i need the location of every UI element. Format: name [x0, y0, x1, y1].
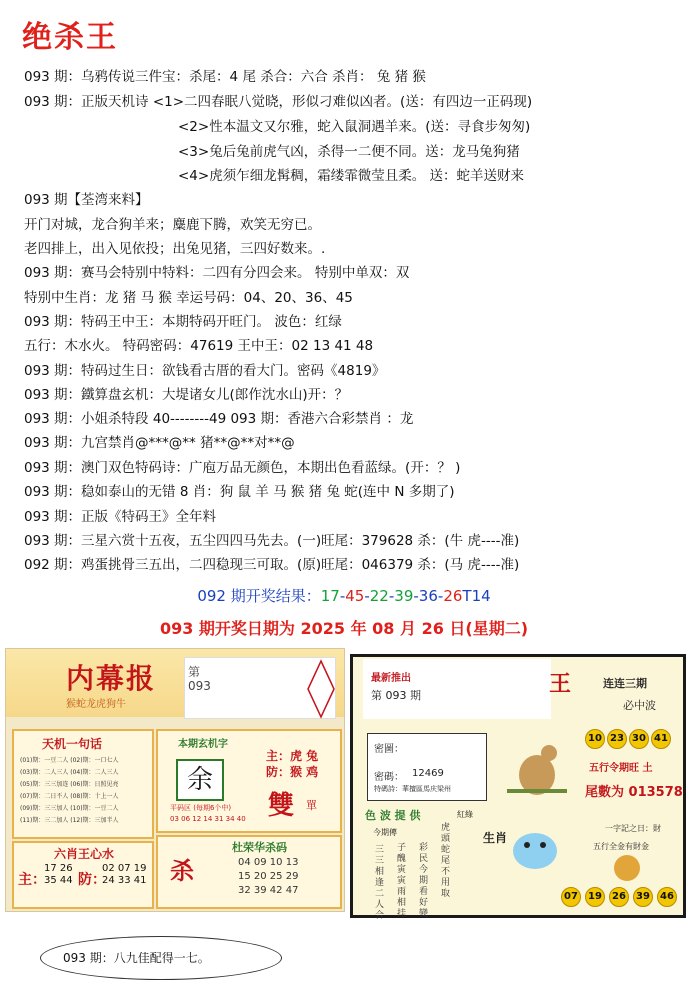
- tianji-row: (03)期：二人三人 (04)期：二人三人: [20, 769, 119, 776]
- issue-number: 093: [188, 679, 211, 693]
- poem-column: 彩民今期看好變: [419, 843, 429, 919]
- tianji-row: (07)期：二日不人 (08)期：十上一人: [20, 793, 119, 800]
- liuxiao-title: 六肖王心水: [54, 847, 115, 861]
- shuang-char: 雙: [268, 791, 295, 821]
- top-ball: 10: [585, 729, 605, 749]
- tianji-row: (05)期：三三加连 (06)期：日照见亮: [20, 781, 119, 788]
- line-3: <2>性本温文又尔雅，蛇入鼠洞遇羊来。(送：寻食步匆匆): [178, 119, 531, 135]
- draw-tail: T14: [462, 587, 491, 605]
- lianzhong-label: 连连三期: [603, 677, 647, 690]
- sha-ma-row: 32 39 42 47: [238, 885, 299, 896]
- sha-char: 杀: [170, 857, 194, 885]
- panel-title: 内幕报: [66, 662, 157, 695]
- page-title: 绝杀王: [22, 20, 118, 55]
- line-9: 093 期：赛马会特别中特料：二四有分四会来。 特别中单双：双: [24, 265, 410, 281]
- line-21: 092 期：鸡蛋挑骨三五出，二四稳现三可取。(原)旺尾：046379 杀：(马 虎----准): [24, 557, 520, 573]
- draw-result-label: 092 期开奖结果：: [197, 587, 321, 605]
- tianji-row: (11)期：三二加人 (12)期：三加半人: [20, 817, 119, 824]
- bottom-ball: 26: [609, 887, 629, 907]
- fang-numbers: 02 07 19 24 33 41: [102, 863, 147, 886]
- sha-ma-row: 04 09 10 13: [238, 857, 299, 868]
- line-20: 093 期：三星六赏十五夜，五尘四四马先去。(一)旺尾：379628 杀：(牛 虎----准): [24, 533, 520, 549]
- line-10: 特别中生肖：龙 猪 马 猴 幸运号码：04、20、36、45: [24, 290, 353, 306]
- wang-char: 王: [549, 672, 572, 697]
- tianji-title: 天机一句话: [42, 737, 103, 751]
- xuanji-box: [156, 729, 342, 833]
- wuxingquan-label: 五行全金有財金: [593, 842, 649, 851]
- latest-label: 最新推出: [371, 673, 411, 684]
- xuanji-char: 余: [176, 759, 224, 801]
- line-14: 093 期：鐵算盘玄机：大堤诸女儿(郎作沈水山)开：？: [24, 387, 349, 403]
- line-4: <3>兔后兔前虎气凶，杀得一二便不同。送：龙马兔狗猪: [178, 144, 520, 160]
- mima-value: 12469: [412, 768, 444, 779]
- line-1: 093 期：乌鸦传说三件宝：杀尾：4 尾 杀合：六合 杀肖： 兔 猪 猴: [24, 69, 426, 85]
- line-11: 093 期：特码王中王：本期特码开旺门。 波色：红绿: [24, 314, 342, 330]
- shengxiao-label: 生肖: [483, 831, 508, 845]
- fang-label: 防：: [78, 872, 106, 888]
- line-19: 093 期：正版《特码王》全年料: [24, 509, 217, 525]
- draw-result: 092 期开奖结果：17-45-22-39-36-26T14: [197, 587, 491, 605]
- sha-ma-title: 杜荣华杀码: [232, 841, 287, 854]
- bottom-ball: 07: [561, 887, 581, 907]
- poem-column: 三三相逢二人合: [375, 845, 385, 921]
- bottom-ball: 39: [633, 887, 653, 907]
- sebo-tag: 紅綠: [457, 810, 473, 819]
- kangaroo-icon: [497, 737, 577, 807]
- bottom-ball: 19: [585, 887, 605, 907]
- line-13: 093 期：特码过生日：欲钱看古厝的看大门。密码《4819》: [24, 363, 386, 379]
- draw-number: 36: [418, 587, 438, 605]
- weishu-label: 尾數为 013578: [585, 785, 683, 800]
- line-17: 093 期：澳门双色特码诗：广庖万品无颜色，本期出色看蓝绿。(开：？ ): [24, 460, 461, 476]
- line-15: 093 期：小姐杀特段 40--------49 093 期：香港六合彩禁肖 ：龙: [24, 411, 414, 427]
- line-18: 093 期：稳如泰山的无错 8 肖：狗 鼠 羊 马 猴 猪 兔 蛇(连中 N 多期了): [24, 484, 455, 500]
- zhu-label: 主：: [18, 872, 46, 888]
- pingma-label: 平码区 (每期6个中): [170, 804, 232, 812]
- mima-label: 密碼：: [374, 772, 404, 783]
- draw-number: 22: [369, 587, 389, 605]
- draw-number: 26: [443, 587, 463, 605]
- line-8: 老四排上，出入见依投；出兔见猪，三四好数来。.: [24, 241, 326, 257]
- lingqi-label: 今期傳: [373, 828, 397, 837]
- draw-number: 17: [320, 587, 340, 605]
- line-7: 开门对城，龙合狗羊来；麋鹿下腾，欢笑无穷已。: [24, 217, 321, 233]
- bizhongbo-panel: [350, 654, 686, 921]
- top-ball: 41: [651, 729, 671, 749]
- draw-number: 39: [394, 587, 414, 605]
- yiziji-label: 一字記之日：財: [605, 824, 661, 833]
- line-6: 093 期【荃湾来料】: [24, 192, 149, 208]
- bizhong-label: 必中波: [623, 699, 656, 712]
- fang-zodiac: 防：猴 鸡: [266, 765, 319, 779]
- mima-box: [367, 733, 487, 801]
- neimubao-panel: [5, 648, 345, 912]
- pingma-numbers: 03 06 12 14 31 34 40: [170, 815, 246, 823]
- dan-char: 單: [306, 799, 317, 812]
- draw-number: 45: [345, 587, 365, 605]
- tema-poem: 特碼詩：華擅區馬庆梁州: [374, 785, 451, 793]
- diamond-decoration-icon: [306, 659, 336, 719]
- line-5: <4>虎须乍细龙髯稠，霜缕霏微莹且柔。 送：蛇羊送财来: [178, 168, 525, 184]
- tianji-row: (01)期：一豆二人 (02)期：一口七人: [20, 757, 119, 764]
- xuanji-title: 本期玄机字: [178, 739, 228, 750]
- tianji-box: [12, 729, 154, 839]
- bubble-text: 093 期：八九佳配得一七。: [63, 951, 210, 965]
- tianji-row: (09)期：三三加人 (10)期：一豆二人: [20, 805, 119, 812]
- cartoon-animal-icon: [505, 825, 565, 875]
- sha-ma-row: 15 20 25 29: [238, 871, 299, 882]
- panel-subtitle: 猴蛇龙虎狗牛: [66, 699, 126, 710]
- liuxiao-box: [12, 841, 154, 909]
- line-2: 093 期：正版天机诗 <1>二四春眠八觉晓，形似刁难似凶者。(送：有四边一正码现): [24, 94, 533, 110]
- mitu-label: 密圖：: [374, 744, 404, 755]
- sha-ma-box: [156, 835, 342, 909]
- bottom-ball: 46: [657, 887, 677, 907]
- zhu-zodiac: 主：虎 兔: [266, 749, 319, 763]
- draw-date: 093 期开奖日期为 2025 年 08 月 26 日(星期二): [159, 619, 529, 638]
- sebo-label: 色 波 提 供: [365, 809, 421, 822]
- top-ball: 23: [607, 729, 627, 749]
- poem-column: 虎頭蛇尾不用取: [441, 823, 451, 899]
- line-12: 五行：木水火。 特码密码：47619 王中王：02 13 41 48: [24, 338, 374, 354]
- poem-column: 子醜寅寅雨相挂: [397, 843, 407, 919]
- top-ball: 30: [629, 729, 649, 749]
- issue-prefix: 第: [188, 665, 201, 679]
- zhu-numbers: 17 26 35 44: [44, 863, 73, 886]
- lion-icon: [609, 853, 645, 883]
- speech-bubble: [40, 936, 282, 980]
- issue-number: 第 093 期: [371, 689, 421, 702]
- line-16: 093 期：九宫禁肖@***@** 猪**@**对**@: [24, 435, 295, 451]
- wuxing-label: 五行令期旺 土: [589, 763, 653, 774]
